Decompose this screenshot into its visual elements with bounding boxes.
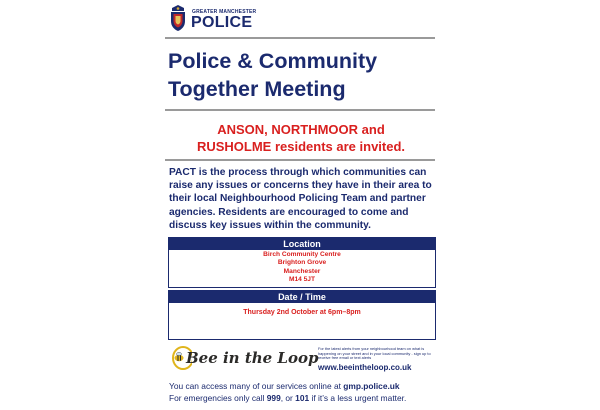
footer-suffix-text: if it’s a less urgent matter. bbox=[309, 393, 407, 403]
datetime-heading: Date / Time bbox=[169, 291, 435, 303]
bee-logo-text: Bee in the Loop bbox=[186, 349, 319, 367]
footer-or-text: , or bbox=[280, 393, 296, 403]
footer-emergency-line bbox=[169, 392, 439, 404]
logo-subtitle: GREATER MANCHESTER bbox=[192, 9, 257, 15]
address-line: Birch Community Centre bbox=[263, 251, 341, 258]
location-heading: Location bbox=[169, 238, 435, 250]
gmp-website-link[interactable]: gmp.police.uk bbox=[343, 381, 400, 391]
footer-online-text: You can access many of our services online at bbox=[169, 381, 344, 391]
emergency-number: 999 bbox=[266, 393, 281, 403]
footer-online-line bbox=[169, 380, 439, 392]
gmp-logo bbox=[168, 4, 268, 34]
invite-line-2: RUSHOLME residents are invited. bbox=[196, 139, 406, 154]
footer-emergency-text: For emergencies only call bbox=[169, 393, 267, 403]
page-title bbox=[168, 47, 434, 103]
location-box bbox=[168, 237, 436, 288]
title-line-1: Police & Community bbox=[168, 49, 378, 73]
invite-text bbox=[168, 121, 434, 155]
address-line: Brighton Grove bbox=[277, 259, 327, 267]
logo-title: POLICE bbox=[191, 14, 253, 31]
divider bbox=[165, 109, 435, 111]
invite-line-1: ANSON, NORTHMOOR and bbox=[217, 122, 385, 137]
footer bbox=[169, 380, 439, 404]
location-address bbox=[169, 250, 435, 285]
non-emergency-number: 101 bbox=[295, 393, 310, 403]
divider bbox=[165, 37, 435, 39]
datetime-box bbox=[168, 290, 436, 340]
pact-description: PACT is the process through which communities can raise any issues or concerns they have in their area to their local Neighbourhood Policing Team and partner agencies. Residents are encouraged to come and discuss key issues within the community. bbox=[169, 167, 432, 231]
poster bbox=[162, 0, 438, 410]
address-line: M14 5JT bbox=[288, 276, 316, 284]
police-crest-icon bbox=[168, 4, 188, 32]
bee-description: For the latest alerts from your neighbourhood team on what is happening on your street and in your local community - sign up to receive free email or text alerts bbox=[318, 346, 431, 361]
divider bbox=[165, 159, 435, 161]
address-line: Manchester bbox=[283, 267, 321, 275]
bee-in-the-loop-logo bbox=[170, 346, 319, 370]
bee-link[interactable]: www.beeintheloop.co.uk bbox=[318, 363, 412, 372]
datetime-value: Thursday 2nd October at 6pm–8pm bbox=[243, 309, 361, 316]
title-line-2: Together Meeting bbox=[168, 77, 346, 101]
